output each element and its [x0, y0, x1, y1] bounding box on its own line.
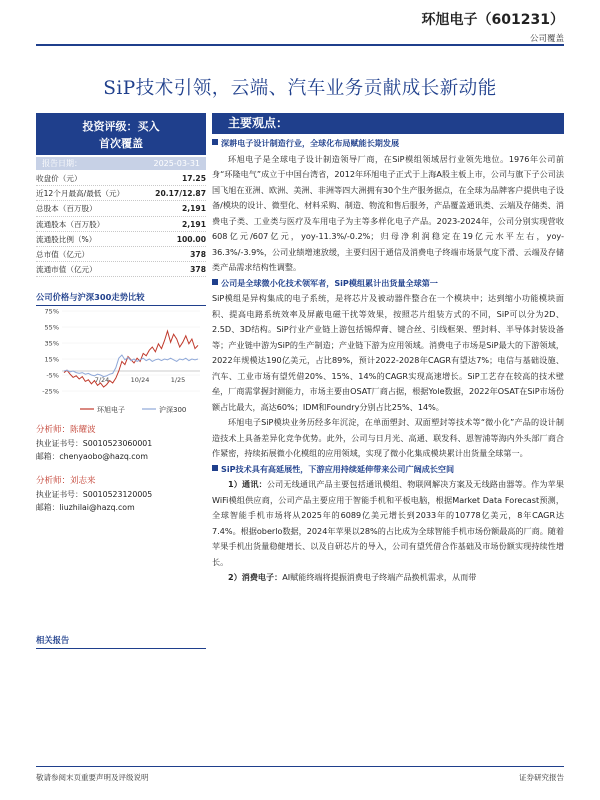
stat-value: 100.00 [176, 234, 206, 244]
header-divider [36, 44, 564, 46]
section-2-heading: 公司是全球微小化技术领军者，SiP模组累计出货量全球第一 [212, 276, 564, 292]
y-tick-label: 35% [44, 339, 59, 348]
bullet-square-icon [212, 139, 218, 145]
chart-title: 公司价格与沪深300走势比较 [36, 291, 206, 306]
legend-label: 环旭电子 [97, 406, 125, 414]
stat-value: 2,191 [181, 219, 206, 229]
y-tick-label: -25% [42, 387, 59, 396]
x-tick-label: 10/24 [130, 376, 150, 384]
footer-report-type: 证券研究报告 [519, 773, 564, 782]
x-tick-label: 1/25 [170, 376, 186, 384]
stat-row [36, 262, 206, 277]
analyst-1-title: 分析师：陈耀波 [36, 425, 96, 435]
report-date-row [36, 157, 206, 170]
report-type: 公司覆盖 [529, 34, 564, 44]
section-3-text-1 [212, 477, 564, 570]
stat-label: 收盘价（元） [36, 174, 82, 183]
stat-row [36, 186, 206, 201]
stat-label: 流通股本（百万股） [36, 219, 105, 229]
section-3-lead-2: 2）消费电子： [228, 572, 283, 582]
stat-label: 流通市值（亿元） [36, 265, 97, 275]
stat-label: 流通股比例（%） [36, 234, 97, 244]
section-3-lead-1: 1）通讯： [228, 479, 267, 489]
legend-label: 沪深300 [159, 406, 187, 414]
series-line-2 [64, 355, 198, 377]
stat-value: 20.17/12.87 [155, 189, 206, 199]
stat-row [36, 232, 206, 247]
bullet-square-icon [212, 279, 218, 285]
stat-row [36, 217, 206, 232]
section-3-body-1: 公司无线通讯产品主要包括通讯模组、物联网解决方案及无线路由器等。作为苹果WiFi模组供应商，公司产品主要应用于智能手机和平板电脑，根据Market Data Forecast预测，全球智能手机市场将从2025年的6089亿美元增长到2033年的10778亿美元，8年CAGR达7.4%。根据oberlo数据，2024年苹果以28%的占比成为全球智能手机市场份额最高的厂商。随着苹果手机出货量稳健增长、以及自研芯片的导入，公司有望凭借合作基础及市场份额实现持续性增长。 [212, 479, 564, 567]
report-date: 2025-03-31 [153, 159, 200, 168]
y-tick-label: 15% [44, 355, 59, 364]
main-points-heading: 主要观点： [212, 113, 564, 134]
stat-label: 总市值（亿元） [36, 249, 90, 259]
stat-row [36, 171, 206, 186]
rating-coverage: 首次覆盖 [99, 137, 143, 150]
section-1-text: 环旭电子是全球电子设计制造领导厂商，在SiP模组领域居行业领先地位。1976年公司前身“环隆电气”成立于中国台湾省，2012年环旭电子正式于上海A股主板上市，公司与旗下子公司法国飞旭在亚洲、欧洲、美洲、非洲等四大洲拥有30个生产服务据点，在全球为品牌客户提供电子设备/模块的设计、微型化、材料采购、制造、物流和售后服务，产品覆盖通讯类、云端及存储类、消费电子类、工业类与医疗及车用电子为主等多样化电子产品。2023-2024年，公司分别实现营收608亿元/607亿元，yoy-11.3%/-0.2%；归母净利润稳定在19亿元水平左右，yoy-36.3%/-3.9%，公司业绩增速放缓，主要归因于通信及消费电子终端市场景气度下滑、云端及存储类产品需求结构性调整。 [212, 153, 564, 272]
section-2-text-2: 环旭电子SiP模块业务历经多年沉淀，在单面塑封、双面塑封等技术等“微小化”产品的设计制造技术上具备差异化竞争优势。此外，公司与日月光、高通、联发科、恩智浦等海内外头部厂商合作紧密，持续拓展微小化模组的应用领域，实现了微小化集成模块累计出货量全球第一。 [212, 417, 564, 458]
y-tick-label: 75% [44, 307, 59, 316]
report-title: SiP技术引领，云端、汽车业务贡献成长新动能 [103, 78, 497, 99]
section-1-heading: 深耕电子设计制造行业，全球化布局赋能长期发展 [212, 136, 564, 152]
stock-stats-table [36, 171, 206, 277]
price-comparison-chart [36, 305, 206, 417]
section-3-heading: SiP技术具有高延展性，下游应用持续延伸带来公司广阔成长空间 [212, 462, 564, 478]
y-tick-label: 55% [44, 323, 59, 332]
stat-value: 378 [190, 265, 206, 275]
stat-row [36, 247, 206, 262]
section-3-text-2 [212, 570, 564, 586]
section-3-body-2: AI赋能终端将提振消费电子终端产品换机需求，从而带 [282, 572, 477, 582]
related-reports-heading: 相关报告 [36, 634, 206, 649]
stat-row [36, 201, 206, 216]
section-2-text-1: SiP模组是异构集成的电子系统，是将芯片及被动器件整合在一个模块中；达到缩小功能模块面积、提高电路系统效率及屏蔽电磁干扰等效果，按照芯片组装方式的不同，SiP可以分为2D、2.5D、3D结构。SiP行业产业链上游包括锡焊膏、键合丝、引线框架、塑封料、半导体封装设备等；产业链中游为SiP的生产制造；产业链下游为应用领域。消费电子市场是SiP最大的下游领域，2022年规模达190亿美元，占比89%，预计2022-2028年CAGR有望达7%；电信与基础设施、汽车、工业市场有望凭借20%、15%、14%的CAGR实现高速增长。SiP工艺存在较高的技术壁垒，厂商需掌握封测能力，市场主要由OSAT厂商占据，根据Yole数据，2022年OSAT在SiP市场份额占比最大，高达60%；IDM和Foundry分别占比25%、14%。 [212, 293, 564, 412]
analyst-1-cert: 执业证书号：S0010523060001 [36, 439, 153, 448]
stat-label: 总股本（百万股） [36, 204, 97, 214]
footer-divider [36, 766, 564, 767]
analyst-2-email[interactable]: 邮箱：liuzhilai@hazq.com [36, 503, 135, 512]
main-body [212, 136, 564, 586]
rating-label: 投资评级：买入 [82, 120, 160, 133]
company-name: 环旭电子（601231） [421, 12, 564, 28]
footer-disclaimer: 敬请参阅末页重要声明及评级说明 [36, 773, 149, 782]
y-tick-label: -5% [46, 371, 59, 380]
stat-value: 2,191 [181, 204, 206, 214]
analyst-2-cert: 执业证书号：S0010523120005 [36, 490, 153, 499]
stat-label: 近12个月最高/最低（元） [36, 189, 125, 199]
rating-box [36, 113, 206, 155]
x-tick-label: 7/24 [94, 376, 110, 384]
bullet-square-icon [212, 465, 218, 471]
analyst-1-email[interactable]: 邮箱：chenyaobo@hazq.com [36, 452, 148, 461]
report-date-label: 报告日期： [42, 159, 82, 168]
stat-value: 378 [190, 249, 206, 259]
analyst-2-title: 分析师：刘志来 [36, 476, 96, 486]
stat-value: 17.25 [181, 174, 206, 183]
